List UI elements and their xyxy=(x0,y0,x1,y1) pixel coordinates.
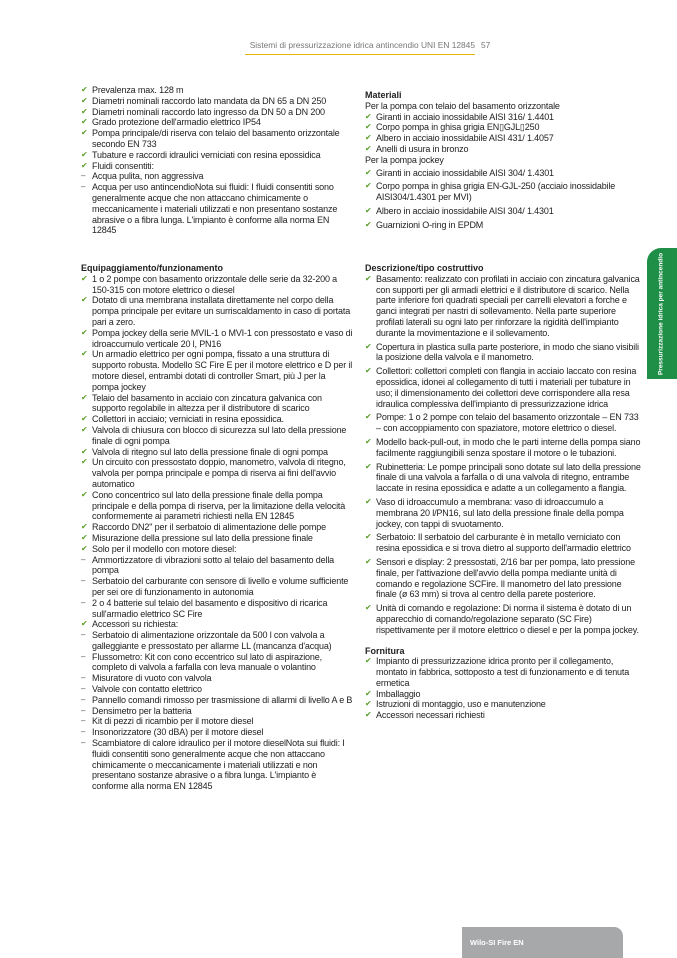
side-tab-label: Pressurizzazione idrica per antincendio xyxy=(657,252,665,375)
description-heading: Descrizione/tipo costruttivo xyxy=(365,263,484,273)
list-item xyxy=(365,497,641,529)
list-item xyxy=(81,695,353,706)
check-icon: ✔ xyxy=(365,341,372,351)
list-item-text: Diametri nominali raccordo lato ingresso da DN 50 a DN 200 xyxy=(92,106,325,117)
list-item-text: Accessori su richiesta: xyxy=(92,619,179,630)
dash-icon: – xyxy=(81,576,86,586)
list-item xyxy=(365,206,641,217)
dash-icon: – xyxy=(81,597,86,607)
list-item xyxy=(81,393,353,415)
list-item-text: Flussometro: Kit con cono eccentrico sul lato di aspirazione, completo di valvola a farfalla con leva manuale o volantino xyxy=(92,651,322,673)
check-icon: ✔ xyxy=(365,205,372,215)
dash-icon: – xyxy=(81,684,86,694)
list-item-text: Accessori necessari richiesti xyxy=(376,710,485,721)
check-icon: ✔ xyxy=(365,532,372,542)
list-item-text: Copertura in plastica sulla parte posteriore, in modo che siano visibili la posizione della valvola e il manometro. xyxy=(376,341,639,363)
dash-icon: – xyxy=(81,630,86,640)
list-item-text: Ammortizzatore di vibrazioni sotto al telaio del basamento della pompa xyxy=(92,554,335,576)
description-section xyxy=(365,263,641,721)
list-item xyxy=(365,168,641,179)
list-item-text: Fluidi consentiti: xyxy=(92,160,154,171)
list-item-text: Sensori e display: 2 pressostati, 2/16 bar per pompa, lato pressione finale, per l'attivazione dell'avvio della pompa mediante unità di comando e regolazione SCFire. Il manometro del lato pressione finale (ø 63 mm) si trova al centro della parete posteriore. xyxy=(376,556,635,600)
list-item-text: Collettori in acciaio; verniciati in resina epossidica. xyxy=(92,414,284,425)
running-header: Sistemi di pressurizzazione idrica antincendio UNI EN 12845 xyxy=(245,40,475,55)
dash-icon: – xyxy=(81,738,86,748)
dash-icon: – xyxy=(81,651,86,661)
list-item xyxy=(365,220,641,231)
list-item xyxy=(81,328,353,350)
description-list xyxy=(365,274,641,636)
check-icon: ✔ xyxy=(81,392,88,402)
list-item-text: Valvola di chiusura con blocco di sicurezza sul lato della pressione finale di ogni pompa xyxy=(92,424,347,446)
list-item-text: Insonorizzatore (30 dBA) per il motore diesel xyxy=(92,727,264,738)
check-icon: ✔ xyxy=(81,149,88,159)
list-item-text: Scambiatore di calore idraulico per il motore dieselNota sui fluidi: I fluidi consentiti sono generalmente acque che non attaccano chimicamente o meccanicamente i materiali utilizzati e non presentano sostanze abrasive o a fibra lunga. L'impianto è conforme alla norma EN 12845 xyxy=(92,738,345,792)
materials-list-jockey xyxy=(365,168,641,231)
list-item-text: Misuratore di vuoto con valvola xyxy=(92,673,212,684)
footer-label: Wilo-SI Fire EN xyxy=(470,938,524,947)
list-item-text: Rubinetteria: Le pompe principali sono dotate sul lato della pressione finale di una valvola a farfalla o di una valvola di ritegno, entrambe laccate in resina epossidica e adatte a un collegamento a flangia. xyxy=(376,461,641,494)
check-icon: ✔ xyxy=(365,219,372,229)
list-item xyxy=(365,133,641,144)
list-item xyxy=(81,447,353,458)
list-item-text: Diametri nominali raccordo lato mandata da DN 65 a DN 250 xyxy=(92,95,327,106)
footer-tab xyxy=(462,927,623,958)
list-item xyxy=(365,462,641,494)
check-icon: ✔ xyxy=(81,85,88,94)
list-item xyxy=(365,412,641,434)
list-item-text: Anelli di usura in bronzo xyxy=(376,143,469,154)
dash-icon: – xyxy=(81,171,86,181)
list-item-text: Pompa jockey della serie MVIL-1 o MVI-1 con pressostato e vaso di idroaccumulo verticale 20 l, PN16 xyxy=(92,327,353,349)
check-icon: ✔ xyxy=(81,489,88,499)
check-icon: ✔ xyxy=(81,117,88,127)
list-item xyxy=(81,425,353,447)
list-item xyxy=(81,295,353,327)
features-list xyxy=(81,85,353,236)
materials-subheading-jockey: Per la pompa jockey xyxy=(365,154,444,165)
list-item xyxy=(81,85,353,96)
check-icon: ✔ xyxy=(365,143,372,153)
list-item-text: Densimetro per la batteria xyxy=(92,705,192,716)
list-item xyxy=(81,457,353,489)
list-item xyxy=(365,112,641,123)
list-item-text: Serbatoio del carburante con sensore di livello e volume sufficiente per sei ore di funzionamento in autonomia xyxy=(92,576,349,597)
equipment-list xyxy=(81,274,353,792)
check-icon: ✔ xyxy=(81,349,88,359)
list-item-text: Albero in acciaio inossidabile AISI 304/ 1.4301 xyxy=(376,205,554,216)
list-item-text: Acqua pulita, non aggressiva xyxy=(92,171,204,182)
list-item-text: Albero in acciaio inossidabile AISI 431/ 1.4057 xyxy=(376,133,554,144)
list-item xyxy=(365,274,641,339)
list-item xyxy=(81,117,353,128)
list-item xyxy=(81,598,353,620)
list-item-text: Pompa principale/di riserva con telaio del basamento orizzontale secondo EN 733 xyxy=(92,128,340,149)
list-item xyxy=(81,555,353,577)
list-item-text: Istruzioni di montaggio, uso e manutenzione xyxy=(376,699,546,710)
list-item xyxy=(365,342,641,364)
list-item-text: Tubature e raccordi idraulici verniciati con resina epossidica xyxy=(92,149,321,160)
check-icon: ✔ xyxy=(365,556,372,566)
check-icon: ✔ xyxy=(365,167,372,177)
list-item-text: Un armadio elettrico per ogni pompa, fissato a una struttura di supporto robusta. Modello SC Fire E per il motore elettrico e D per il motore diesel, entrambi dotati di controller Smart, più J per la pompa jockey xyxy=(92,349,353,392)
list-item-text: Collettori: collettori completi con flangia in acciaio laccato con resina epossidica, idonei al collegamento di tutti i materiali per tubature in uso; il dimensionamento dei collettori deve corrispondere alla resa idraulica complessiva dell'impianto di pressurizzazione idrica xyxy=(376,366,637,409)
list-item-text: Valvola di ritegno sul lato della pressione finale di ogni pompa xyxy=(92,446,328,457)
check-icon: ✔ xyxy=(81,424,88,434)
check-icon: ✔ xyxy=(81,273,88,283)
dash-icon: – xyxy=(81,694,86,704)
list-item-text: Valvole con contatto elettrico xyxy=(92,684,202,695)
list-item-text: Un circuito con pressostato doppio, manometro, valvola di ritegno, valvola per pompa principale e pompa di riserva ai fini dell'avvio automatico xyxy=(92,457,346,489)
list-item xyxy=(81,522,353,533)
list-item-text: Dotato di una membrana installata direttamente nel corpo della pompa principale per evitare un surriscaldamento in caso di portata pari a zero. xyxy=(92,295,351,327)
supply-heading: Fornitura xyxy=(365,645,405,656)
list-item-text: Vaso di idroaccumulo a membrana: vaso di idroaccumulo a membrana 20 l/PN16, sul lato della pressione finale della pompa jockey, con tappi di svuotamento. xyxy=(376,496,624,529)
supply-list xyxy=(365,656,641,721)
list-item xyxy=(365,710,641,721)
check-icon: ✔ xyxy=(365,273,372,283)
dash-icon: – xyxy=(81,673,86,683)
list-item-text: Guarnizioni O-ring in EPDM xyxy=(376,219,484,230)
list-item-text: Acqua per uso antincendioNota sui fluidi: I fluidi consentiti sono generalmente acque che non attaccano chimicamente o meccanicamente i materiali utilizzati e non presentano sostanze abrasive o a fibra lunga. L'impianto è conforme alla norma EN 12845 xyxy=(92,182,338,236)
list-item-text: Pompe: 1 o 2 pompe con telaio del basamento orizzontale – EN 733 – con accoppiamento con spaziatore, motore elettrico o diesel. xyxy=(376,412,639,434)
check-icon: ✔ xyxy=(81,414,88,424)
dash-icon: – xyxy=(81,554,86,564)
materials-subheading-horizontal: Per la pompa con telaio del basamento orizzontale xyxy=(365,100,560,111)
list-item xyxy=(81,349,353,392)
list-item-text: 1 o 2 pompe con basamento orizzontale delle serie da 32-200 a 150-315 con motore elettrico o diesel xyxy=(92,273,338,295)
list-item-text: Giranti in acciaio inossidabile AISI 304/ 1.4301 xyxy=(376,167,554,178)
list-item xyxy=(365,557,641,600)
equipment-section xyxy=(81,263,353,792)
list-item-text: Cono concentrico sul lato della pressione finale della pompa principale e della pompa di riserva, per la limitazione della velocità conformemente ai parametri richiesti nella EN 12845 xyxy=(92,489,346,522)
features-section xyxy=(81,85,353,236)
list-item xyxy=(81,576,353,598)
list-item xyxy=(81,274,353,296)
check-icon: ✔ xyxy=(365,699,372,709)
section-side-tab xyxy=(647,248,677,379)
list-item xyxy=(365,656,641,688)
list-item-text: Impianto di pressurizzazione idrica pronto per il collegamento, montato in fabbrica, sottoposto a test di funzionamento e di tenuta ermetica xyxy=(376,656,630,688)
list-item-text: Giranti in acciaio inossidabile AISI 316/ 1.4401 xyxy=(376,111,554,122)
check-icon: ✔ xyxy=(365,656,372,666)
list-item-text: Corpo pompa in ghisa grigia EN▯GJL▯250 xyxy=(376,122,540,133)
check-icon: ✔ xyxy=(365,412,372,422)
check-icon: ✔ xyxy=(81,95,88,105)
list-item-text: Pannello comandi rimosso per trasmissione di allarmi di livello A e B xyxy=(92,694,353,705)
list-item xyxy=(81,96,353,107)
list-item xyxy=(81,652,353,674)
dash-icon: – xyxy=(81,727,86,737)
check-icon: ✔ xyxy=(365,461,372,471)
list-item xyxy=(81,706,353,717)
list-item xyxy=(81,727,353,738)
dash-icon: – xyxy=(81,716,86,726)
check-icon: ✔ xyxy=(365,496,372,506)
list-item-text: Prevalenza max. 128 m xyxy=(92,85,184,95)
check-icon: ✔ xyxy=(365,111,372,121)
check-icon: ✔ xyxy=(365,181,372,191)
list-item xyxy=(365,689,641,700)
list-item-text: Imballaggio xyxy=(376,688,421,699)
list-item-text: Basamento: realizzato con profilati in acciaio con zincatura galvanica con supporti per gli armadi elettrici e il distributore di scarico. Nella parte inferiore fori quadrati speciali per carrelli elevatori a forche e ganci integrati per nastri di sollevamento. Nella parte superiore profilati laterali su ogni lato per rinforzare la rigidità dell'impianto durante la movimentazione e il sollevamento. xyxy=(376,273,640,338)
list-item xyxy=(81,128,353,150)
check-icon: ✔ xyxy=(81,128,88,138)
check-icon: ✔ xyxy=(365,688,372,698)
list-item xyxy=(81,738,353,792)
list-item xyxy=(81,107,353,118)
list-item xyxy=(81,716,353,727)
list-item-text: Kit di pezzi di ricambio per il motore diesel xyxy=(92,716,254,727)
check-icon: ✔ xyxy=(81,160,88,170)
list-item-text: Unità di comando e regolazione: Di norma il sistema è dotato di un apparecchio di comando/regolazione separato (SC Fire) rispettivamente per il motore elettrico o diesel e per la pompa jockey. xyxy=(376,603,639,635)
list-item xyxy=(81,161,353,172)
check-icon: ✔ xyxy=(81,522,88,532)
check-icon: ✔ xyxy=(81,532,88,542)
materials-section xyxy=(365,90,641,234)
list-item xyxy=(365,144,641,155)
dash-icon: – xyxy=(81,182,86,192)
list-item xyxy=(81,150,353,161)
list-item-text: Serbatoio: Il serbatoio del carburante è in metallo verniciato con resina epossidica e si trova dietro al supporto dell'armadio elettrico xyxy=(376,532,631,554)
check-icon: ✔ xyxy=(81,327,88,337)
list-item xyxy=(365,122,641,133)
check-icon: ✔ xyxy=(365,603,372,613)
list-item xyxy=(365,181,641,203)
check-icon: ✔ xyxy=(81,457,88,467)
list-item-text: Misurazione della pressione sul lato della pressione finale xyxy=(92,532,313,543)
list-item xyxy=(81,673,353,684)
check-icon: ✔ xyxy=(81,543,88,553)
list-item xyxy=(81,619,353,630)
equipment-heading: Equipaggiamento/funzionamento xyxy=(81,263,223,273)
list-item-text: Raccordo DN2" per il serbatoio di alimentazione delle pompe xyxy=(92,522,326,533)
list-item xyxy=(81,684,353,695)
check-icon: ✔ xyxy=(365,436,372,446)
list-item xyxy=(365,699,641,710)
list-item xyxy=(365,532,641,554)
list-item xyxy=(81,533,353,544)
list-item-text: Solo per il modello con motore diesel: xyxy=(92,543,237,554)
list-item-text: 2 o 4 batterie sul telaio del basamento e dispositivo di ricarica sull'armadio elettrico SC Fire xyxy=(92,597,328,619)
list-item xyxy=(81,182,353,236)
check-icon: ✔ xyxy=(81,295,88,305)
page-number: 57 xyxy=(481,40,491,50)
check-icon: ✔ xyxy=(365,366,372,376)
check-icon: ✔ xyxy=(365,710,372,720)
list-item xyxy=(365,366,641,409)
list-item-text: Telaio del basamento in acciaio con zincatura galvanica con supporto regolabile in altezza per il distributore di scarico xyxy=(92,392,322,414)
check-icon: ✔ xyxy=(365,122,372,132)
list-item-text: Grado protezione dell'armadio elettrico IP54 xyxy=(92,117,261,128)
list-item-text: Serbatoio di alimentazione orizzontale da 500 l con valvola a galleggiante e pressostato per allarme LL (mancanza d'acqua) xyxy=(92,630,332,651)
list-item xyxy=(81,171,353,182)
check-icon: ✔ xyxy=(81,106,88,116)
check-icon: ✔ xyxy=(81,619,88,629)
check-icon: ✔ xyxy=(365,133,372,143)
list-item-text: Corpo pompa in ghisa grigia EN-GJL-250 (acciaio inossidabile AISI304/1.4301 per MVI) xyxy=(376,181,616,203)
list-item-text: Modello back-pull-out, in modo che le parti interne della pompa siano facilmente raggiungibili senza spostare il motore o le tubazioni. xyxy=(376,436,641,458)
materials-heading: Materiali xyxy=(365,90,402,100)
list-item xyxy=(81,414,353,425)
list-item xyxy=(81,490,353,522)
list-item xyxy=(365,603,641,635)
list-item xyxy=(365,437,641,459)
materials-list-horizontal xyxy=(365,112,641,155)
list-item xyxy=(81,630,353,652)
list-item xyxy=(81,544,353,555)
dash-icon: – xyxy=(81,705,86,715)
check-icon: ✔ xyxy=(81,446,88,456)
